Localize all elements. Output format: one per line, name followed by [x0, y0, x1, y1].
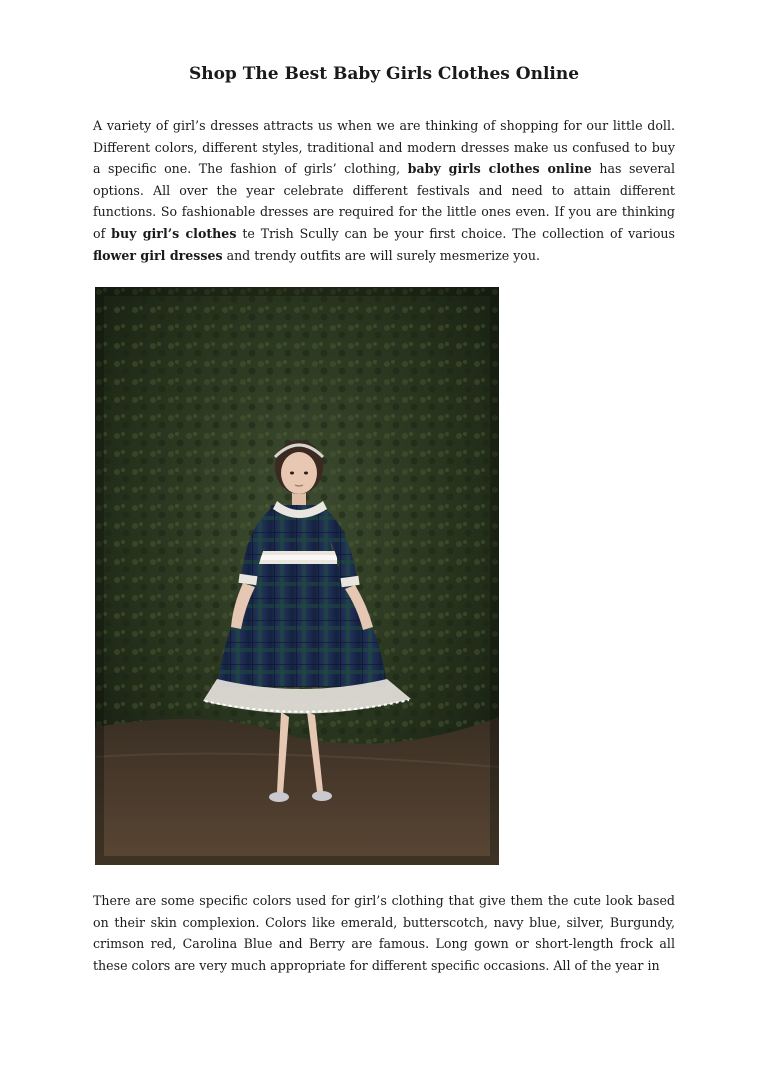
link-buy-girls-clothes: buy girl’s clothes	[111, 225, 237, 241]
intro-text-3: te Trish Scully can be your first choice. The collection of various	[236, 225, 675, 241]
girl-dress-photo	[95, 287, 499, 865]
intro-text-2: has several options. All over the year celebrate different festivals and need to attain different functions. So fashionable dresses are required for the little ones even. If you are thinking of	[93, 161, 675, 241]
colors-paragraph: There are some specific colors used for girl’s clothing that give them the cute look based on their skin complexion. Colors like emerald, butterscotch, navy blue, silver, Burgundy, crimson red, Carolina Blue and Berry are famous. Long gown or short-length frock all these colors are very much appropriate for different specific occasions. All of the year in	[93, 893, 675, 973]
link-flower-girl-dresses: flower girl dresses	[93, 247, 223, 263]
link-baby-girls-clothes-online: baby girls clothes online	[407, 161, 592, 177]
page-title: Shop The Best Baby Girls Clothes Online	[188, 64, 580, 84]
intro-text-4: and trendy outfits are will surely mesmerize you.	[222, 247, 541, 263]
intro-text-1: A variety of girl’s dresses attracts us when we are thinking of shopping for our little doll. Different colors, different styles, traditional and modern dresses make us confused to buy a specific one. The fashion of girls’ clothing,	[93, 118, 675, 177]
intro-paragraph	[93, 115, 675, 266]
